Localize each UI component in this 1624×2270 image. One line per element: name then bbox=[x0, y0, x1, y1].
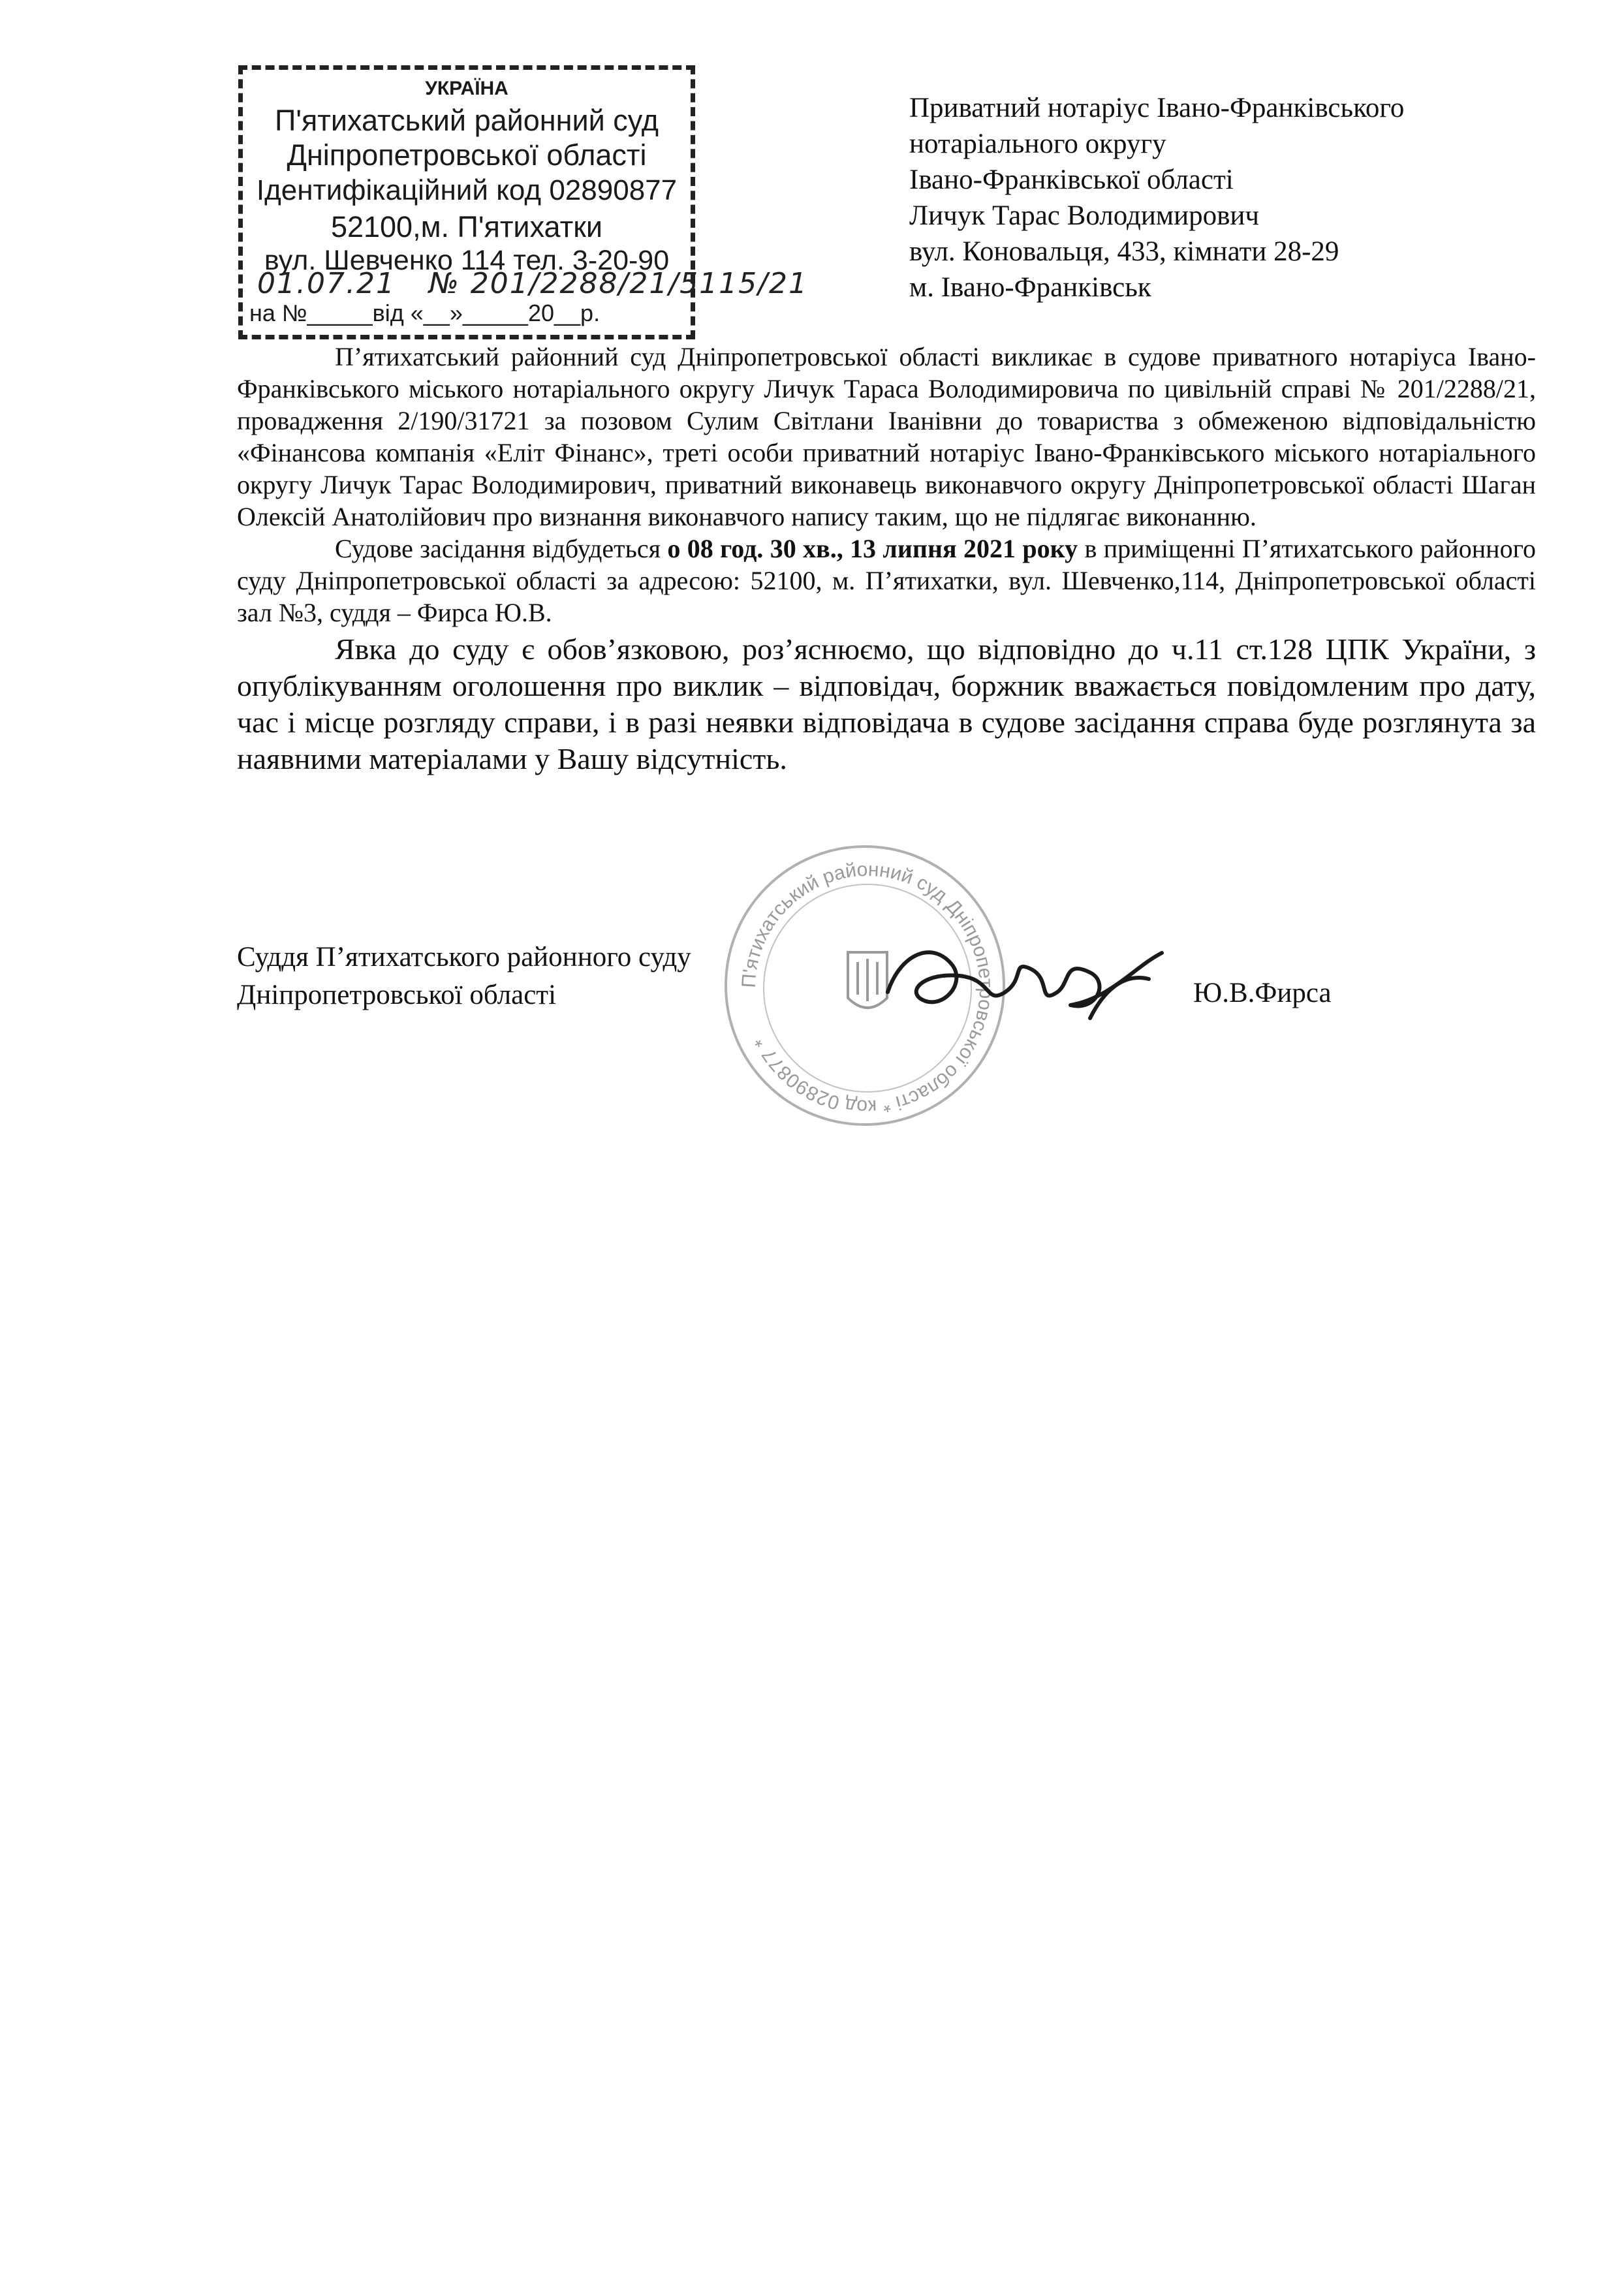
handwritten-signature bbox=[875, 914, 1188, 1044]
signature-position bbox=[237, 939, 691, 1014]
addressee-line: Приватний нотаріус Івано-Франківського bbox=[909, 93, 1405, 123]
stamp-postal: 52100,м. П'ятихатки bbox=[330, 210, 603, 243]
stamp-id-code: Ідентифікаційний код 02890877 bbox=[256, 174, 678, 206]
stamp-handwritten-date: 01.07.21 bbox=[257, 267, 396, 300]
addressee-line: Личук Тарас Володимирович bbox=[909, 200, 1260, 231]
addressee-block bbox=[909, 90, 1562, 305]
addressee-line: вул. Коновальця, 433, кімнати 28-29 bbox=[909, 236, 1339, 267]
stamp-reference-line: на №_____від «__»_____20__р. bbox=[249, 300, 601, 326]
signature-position-line2: Дніпропетровської області bbox=[237, 980, 557, 1010]
paragraph-attendance: Явка до суду є обов’язковою, роз’яснюємо, що відповідно до ч.11 ст.128 ЦПК України, з опублікуванням оголошення про виклик – відповідач, боржник вважається повідомленим про дату, час і місце розгляду справи, і в разі неявки відповідача в судове засідання справа буде розглянута за наявними матеріалами у Вашу відсутність. bbox=[237, 632, 1536, 775]
judge-name: Ю.В.Фирса bbox=[1193, 978, 1332, 1008]
stamp-street: вул. Шевченко 114 тел. 3-20-90 bbox=[264, 245, 670, 276]
stamp-region: Дніпропетровської області bbox=[287, 138, 647, 172]
stamp-country: УКРАЇНА bbox=[425, 78, 508, 99]
stamp-handwritten-number bbox=[429, 267, 808, 300]
registration-stamp bbox=[238, 65, 808, 339]
hearing-datetime: о 08 год. 30 хв., 13 липня 2021 року bbox=[667, 534, 1078, 563]
paragraph-summons: П’ятихатський районний суд Дніпропетровської області викликає в судове приватного нотаріуса Івано-Франківського міського нотаріального округу Личук Тараса Володимировича по цивільній справі № 201/2288/21, провадження 2/190/31721 за позовом Сулим Світлани Іванівни до товариства з обмеженою відповідальністю «Фінансова компанія «Еліт Фінанс», треті особи приватний нотаріус Івано-Франківського міського нотаріального округу Личук Тарас Володимирович, приватний виконавець виконавчого округу Дніпропетровської області Шаган Олексій Анатолійович про визнання виконавчого напису таким, що не підлягає виконанню. bbox=[237, 342, 1536, 531]
addressee-line: м. Івано-Франківськ bbox=[909, 272, 1151, 303]
letter-body bbox=[237, 341, 1536, 777]
stamp-court-name: П'ятихатський районний суд bbox=[274, 104, 659, 137]
stamp-handwritten-number-text: № 201/2288/21/5115/21 bbox=[429, 267, 808, 300]
addressee-line: нотаріального округу bbox=[909, 129, 1166, 159]
hearing-location: в приміщенні П’ятихатського районного суду Дніпропетровської області за адресою: 52100, м. П’ятихатки, вул. Шевченко,114, Дніпропетровської області зал №3, суддя – Фирса Ю.В. bbox=[237, 534, 1536, 627]
hearing-intro: Судове засідання відбудеться bbox=[335, 534, 668, 563]
addressee-line: Івано-Франківської області bbox=[909, 164, 1234, 195]
paragraph-hearing bbox=[237, 533, 1536, 629]
seal-ring-text: П'ятихатський районний суд Дніпропетровської області * код 02890877 * bbox=[738, 858, 997, 1118]
signature-position-line1: Суддя П’ятихатського районного суду bbox=[237, 942, 691, 972]
